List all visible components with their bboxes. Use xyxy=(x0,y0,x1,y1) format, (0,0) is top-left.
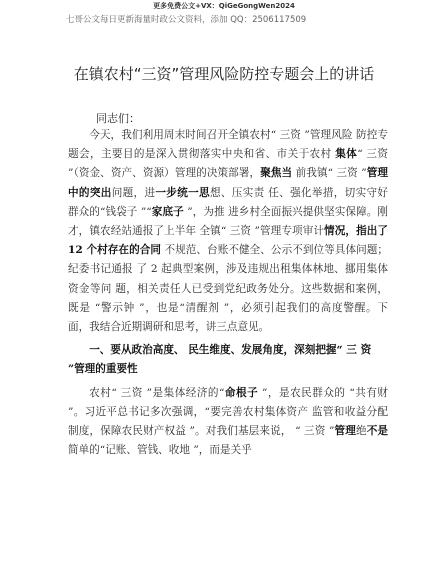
bold-run: 聚焦当 xyxy=(260,167,293,180)
page-header: 七哥公文每日更新海量时政公文资料，添加 QQ：2506117509 xyxy=(66,15,307,25)
text-run: 简单的“记账、管钱、收地 ”，而是关乎 xyxy=(68,444,252,457)
section-heading-1 xyxy=(68,341,388,379)
top-notice: 更多免费公文+VX：QiGeGongWen2024 xyxy=(153,2,295,10)
bold-run: 一步统一思 xyxy=(155,186,210,199)
paragraph-1 xyxy=(68,126,388,337)
document-title: 在镇农村“三资”管理风险防控专题会上的讲话 xyxy=(73,65,375,83)
bold-run: 情况，指出了 12 个村存在的合同 xyxy=(68,225,389,257)
bold-run: 不是 xyxy=(366,425,389,438)
text-run: ”，为推 进乡村全面振兴提供坚实保障。刚才，镇农经站通报了上半年 全镇“ 三资 ”管理专项审计 xyxy=(68,205,389,238)
bold-run: 管理 xyxy=(334,425,356,438)
text-run: 农村“ 三资 ”是集体经济的“ xyxy=(89,386,225,399)
document-body xyxy=(68,126,388,460)
section-heading-1-text: 一、要从政治高度、 民生维度、发展角度，深刻把握“ 三 资 ”管理的重要性 xyxy=(68,344,372,376)
greeting: 同志们： xyxy=(96,112,140,125)
bold-run: 家底子 xyxy=(151,205,184,218)
bold-run: 管理中的突出 xyxy=(68,167,389,199)
bold-run: 集体 xyxy=(335,148,358,161)
text-run: 前我镇“ 三资 ” xyxy=(292,167,367,180)
text-run: “ 三资 ”（资金、资产、资源）管理的决策部署， xyxy=(68,148,388,180)
text-run: ”，是农民群众的 “共有财 ”。习近平总书记多次强调，“要完善农村集体资产 监管和收益分配制度，保障农民财产权益 ”。对我们基层来说， “ 三资 ” xyxy=(68,386,388,438)
text-run: 绝 xyxy=(355,425,367,438)
bold-run: 命根子 xyxy=(224,386,259,399)
text-run: 不规范、台账不健全、公示不到位等具体问题；纪委书记通报 了 2 起典型案例，涉及违规出租集体林地、挪用集体资金等问 题，相关责任人已受到党纪政务处分。这些数据和案例，既是 “警示钟 ”，也是“清醒剂 ”，必须引起我们的高度警醒。下 面，我结合近期调研和思考，讲三点意见。 xyxy=(68,244,388,334)
paragraph-2 xyxy=(68,384,388,461)
text-run: 想、压实责 任、强化举措，切实守好群众的“钱袋子 ”“ xyxy=(68,186,389,218)
text-run: 今天，我们利用周末时间召开全镇农村“ 三资 ”管理风险 防控专题会，主要目的是深入贯彻落实中央和省、市关于农村 xyxy=(68,129,388,161)
text-run: 问题，进 xyxy=(111,186,156,199)
